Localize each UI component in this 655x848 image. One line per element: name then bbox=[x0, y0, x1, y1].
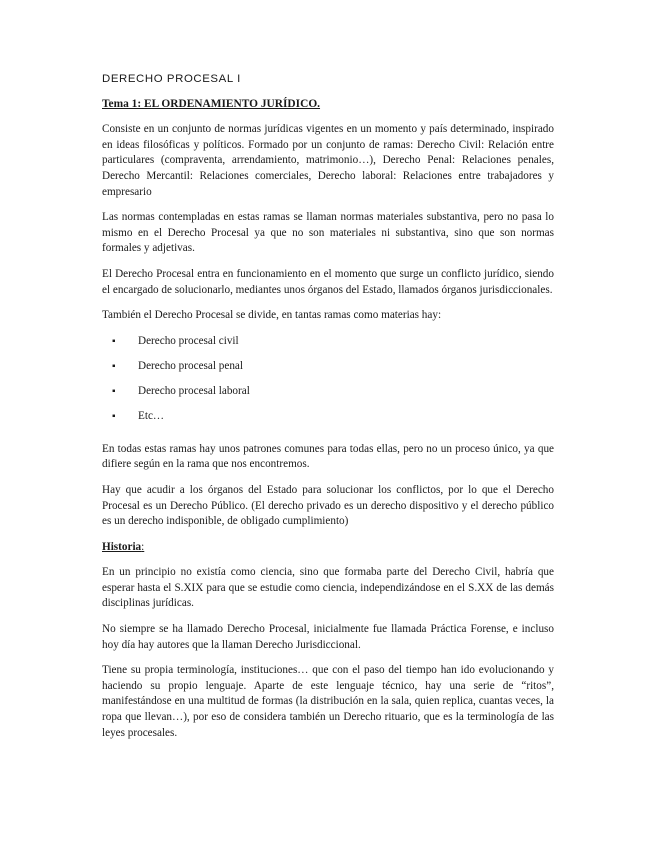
history-heading-text: Historia bbox=[102, 540, 142, 553]
paragraph-history-terminology: Tiene su propia terminología, instituciones… que con el paso del tiempo han ido evolucionando y haciendo su propio lenguaje. Aparte de este lenguaje técnico, hay una serie de “ritos”, manifestándose en una multitud de formas (la distribución en la sala, quien replica, cuantas veces, la ropa que llevan…), por eso de considera también un Derecho rituario, que es la terminología de las leyes procesales. bbox=[102, 664, 554, 739]
list-item bbox=[102, 359, 554, 384]
document-page bbox=[102, 72, 554, 751]
list-item-text: Derecho procesal laboral bbox=[138, 384, 250, 397]
bullet-icon: ▪ bbox=[112, 335, 116, 347]
paragraph-material-norms: Las normas contempladas en estas ramas se llaman normas materiales substantiva, pero no pasa lo mismo en el Derecho Procesal ya que no son materiales ni substantiva, sino que son normas formales y adjetivas. bbox=[102, 211, 554, 255]
bullet-icon: ▪ bbox=[112, 360, 116, 372]
paragraph-procedural-law: El Derecho Procesal entra en funcionamiento en el momento que surge un conflicto jurídico, siendo el encargado de solucionarlo, mediantes unos órganos del Estado, llamados órganos jurisdiccionales. bbox=[102, 267, 554, 296]
paragraph-history-origin: En un principio no existía como ciencia, sino que formaba parte del Derecho Civil, habría que esperar hasta el S.XIX para que se estudie como ciencia, independizándose en el S.XX de las demás disciplinas jurídicas. bbox=[102, 566, 554, 610]
topic-heading: Tema 1: EL ORDENAMIENTO JURÍDICO. bbox=[102, 97, 321, 110]
paragraph-common-patterns: En todas estas ramas hay unos patrones comunes para todas ellas, pero no un proceso único, ya que difiere según en la rama que nos encontremos. bbox=[102, 442, 554, 471]
document-title: DERECHO PROCESAL I bbox=[102, 73, 241, 85]
history-heading-colon: : bbox=[141, 540, 145, 553]
bullet-icon: ▪ bbox=[112, 385, 116, 397]
paragraph-history-names: No siempre se ha llamado Derecho Procesal, inicialmente fue llamada Práctica Forense, e incluso hoy día hay autores que la llaman Derecho Jurisdiccional. bbox=[102, 623, 554, 651]
list-item bbox=[102, 409, 554, 434]
history-heading bbox=[102, 540, 554, 556]
branches-list bbox=[102, 334, 554, 434]
list-item-text: Derecho procesal civil bbox=[138, 334, 239, 347]
list-item-text: Etc… bbox=[138, 409, 165, 422]
paragraph-definition: Consiste en un conjunto de normas jurídicas vigentes en un momento y país determinado, inspirado en ideas filosóficas y políticos. Formado por un conjunto de ramas: Derecho Civil: Relación entre particulares (compraventa, arrendamiento, matrimonio…), Derecho Penal: Relaciones penales, Derecho Mercantil: Relaciones comerciales, Derecho laboral: Relaciones entre trabajadores y empresario bbox=[102, 123, 554, 198]
bullet-icon: ▪ bbox=[112, 410, 116, 422]
list-item-text: Derecho procesal penal bbox=[138, 359, 243, 372]
list-item bbox=[102, 384, 554, 409]
list-item bbox=[102, 334, 554, 359]
paragraph-branches-intro: También el Derecho Procesal se divide, en tantas ramas como materias hay: bbox=[102, 309, 442, 322]
paragraph-public-law: Hay que acudir a los órganos del Estado para solucionar los conflictos, por lo que el Derecho Procesal es un Derecho Público. (El derecho privado es un derecho dispositivo y el derecho público es un derecho indisponible, de obligado cumplimiento) bbox=[102, 483, 554, 528]
